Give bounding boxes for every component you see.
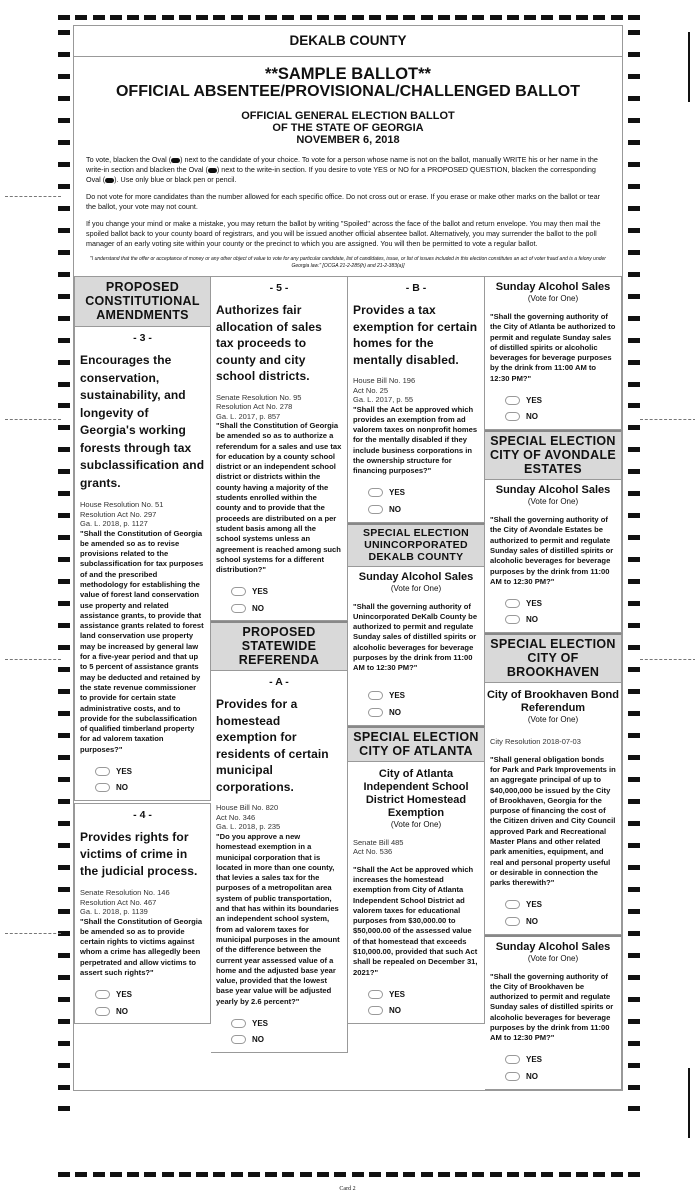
race-title: Sunday Alcohol Sales: [358, 570, 474, 583]
oval-icon[interactable]: [95, 767, 110, 776]
oval-icon[interactable]: [95, 783, 110, 792]
options: [485, 889, 621, 934]
option-yes[interactable]: YES: [505, 392, 621, 409]
oval-icon[interactable]: [231, 1019, 246, 1028]
option-yes[interactable]: YES: [368, 986, 484, 1003]
question-text: "Shall the governing authority of the City of Brookhaven be authorized to permit and regulate Sunday sales of distilled spirits or alcoholic beverages for beverage purposes by the drink from 11:00 AM to 12:30 PM?": [490, 971, 614, 1043]
card-number: Card 2: [339, 1186, 356, 1192]
options: [211, 1007, 347, 1052]
option-yes[interactable]: YES: [368, 688, 484, 705]
options: [485, 587, 621, 632]
option-no[interactable]: NO: [231, 1032, 347, 1049]
question-title: Encourages the conservation, sustainability, and longevity of Georgia's working forests through tax subclassification and grants.: [80, 353, 205, 490]
referendum-b: [348, 277, 485, 523]
oval-icon[interactable]: [505, 917, 520, 926]
instruction-paragraph-2: Do not vote for more candidates than the number allowed for each specific office. Do not cross out or erase. If you erase or make other marks on the ballot or tear the ballot, your vote may not count.: [86, 192, 601, 211]
bottom-timing-marks: [58, 1172, 640, 1177]
ballot: [73, 25, 623, 1091]
question-title: Provides for a homestead exemption for residents of certain municipal corporations.: [216, 697, 329, 794]
question-text: "Shall the Constitution of Georgia be amended so as to revise provisions related to the subclassification for tax purposes of and the prescribed methodology for establishing the value of forest land conservation use property and related assistance grants, to provide that assistance grants related to forest land conservation use property may be increased by general law for a five-year period and that up to 5 percent of assistance grants may be deducted and retained by the state revenue commissioner to provide for certain state administrative costs, and to provide for the subclassification of qualified timberland property for ad valorem taxation purposes?": [80, 528, 204, 754]
question-number: - A -: [269, 676, 289, 689]
question-title: Authorizes fair allocation of sales tax proceeds to county and city school districts.: [216, 303, 322, 383]
options: [211, 575, 347, 620]
option-yes[interactable]: YES: [95, 986, 210, 1003]
citation: House Resolution No. 51 Resolution Act No. 297 Ga. L. 2018, p. 1127: [80, 500, 164, 528]
vote-for-label: (Vote for One): [527, 497, 579, 507]
option-no[interactable]: NO: [505, 612, 621, 629]
citation: House Bill No. 820 Act No. 346 Ga. L. 2018, p. 235: [216, 803, 281, 832]
filled-oval-icon: [171, 158, 180, 163]
vote-for-label: (Vote for One): [390, 819, 442, 829]
column-4: [485, 277, 622, 1090]
oval-icon[interactable]: [231, 587, 246, 596]
oval-icon[interactable]: [505, 412, 520, 421]
fold-mark: [640, 659, 695, 660]
section-header-constitutional: PROPOSED CONSTITUTIONAL AMENDMENTS: [74, 277, 211, 327]
instruction-paragraph-1: To vote, blacken the Oval ( ) next to the candidate of your choice. To vote for a person whose name is not on the ballot, manually WRITE his or her name in the write-in section and blacken the Oval ( ) next to the write-in section. If you desire to vote YES or NO for a PROPOSED QUESTION, blacken the corresponding Oval ( ). Use only blue or black pen or pencil.: [86, 155, 598, 184]
section-header-statewide: PROPOSED STATEWIDE REFERENDA: [211, 621, 348, 671]
option-no[interactable]: NO: [505, 409, 621, 426]
filled-oval-icon: [105, 178, 114, 183]
options: [348, 978, 484, 1023]
amendment-5: [211, 277, 348, 621]
election-title-1: OFFICIAL GENERAL ELECTION BALLOT: [241, 110, 455, 122]
race-title: Sunday Alcohol Sales: [495, 484, 611, 497]
avondale-sunday-alcohol: [485, 480, 622, 633]
option-no[interactable]: NO: [231, 600, 347, 617]
option-no[interactable]: NO: [95, 1003, 210, 1020]
amendment-3: [74, 327, 211, 801]
ballot-columns: [74, 276, 622, 1090]
ballot-header: [74, 57, 622, 276]
referendum-a: [211, 671, 348, 1053]
options: [485, 384, 621, 429]
edge-bar: [688, 1068, 690, 1138]
dekalb-sunday-alcohol: [348, 567, 485, 726]
question-title: Provides rights for victims of crime in the judicial process.: [80, 830, 198, 879]
question-text: "Do you approve a new homestead exemption in a municipal corporation that is located in more than one county, that levies a sales tax for the purposes of a metropolitan area system of public transportation, and that has within its boundaries an independent school system, from ad valorem taxes for municipal purposes in the amount of the difference between the current year assessed value of a home and the adjusted base year value, provided that the lowest base year value will be adjusted yearly by 2.6 percent?": [216, 831, 340, 1006]
oval-icon[interactable]: [505, 615, 520, 624]
question-text: "Shall the Constitution of Georgia be amended so as to authorize a referendum for a sales and use tax for education by a county school district or an independent school district or districts within the county having a majority of the students enrolled within the county and to provide that the proceeds are distributed on a per student basis among all the school systems unless an agreement is reached among such school systems for a different distribution?": [216, 421, 342, 575]
oval-icon[interactable]: [95, 990, 110, 999]
atlanta-school-homestead: [348, 762, 485, 1024]
sample-ballot-label: **SAMPLE BALLOT**: [265, 65, 431, 83]
question-text: "Shall the governing authority of Unincorporated DeKalb County be authorized to permit and regulate Sunday sales of distilled spirits or alcoholic beverages for beverage purposes by the drink from 11:00 AM to 12:30 PM?": [353, 601, 478, 673]
instruction-paragraph-3: If you change your mind or make a mistake, you may return the ballot by writing "Spoiled" across the face of the ballot and return envelope. You may then mail the spoiled ballot back to your county board of registrars, and you will be issued another official absentee ballot. Alternatively, you may surrender the ballot to the poll manager of an early voting site within your county or the precinct to which you are assigned. You will then be permitted to vote a regular ballot.: [86, 219, 601, 248]
question-number: - 3 -: [133, 332, 152, 344]
fold-mark: [5, 659, 61, 660]
oval-icon[interactable]: [95, 1007, 110, 1016]
ballot-type-label: OFFICIAL ABSENTEE/PROVISIONAL/CHALLENGED BALLOT: [115, 83, 580, 100]
option-no[interactable]: NO: [505, 1068, 621, 1085]
oval-icon[interactable]: [505, 599, 520, 608]
option-yes[interactable]: YES: [231, 1015, 347, 1032]
column-3: [348, 277, 485, 1090]
section-header-avondale: SPECIAL ELECTION CITY OF AVONDALE ESTATES: [485, 430, 622, 480]
question-number: - 4 -: [133, 809, 152, 822]
vote-for-label: (Vote for One): [527, 294, 579, 303]
vote-for-label: (Vote for One): [527, 953, 579, 963]
oval-icon[interactable]: [368, 505, 383, 514]
option-yes[interactable]: YES: [368, 485, 484, 502]
citation: House Bill No. 196 Act No. 25 Ga. L. 2017, p. 55: [353, 376, 416, 404]
oval-icon[interactable]: [505, 1055, 520, 1064]
option-no[interactable]: NO: [368, 1002, 484, 1019]
option-no[interactable]: NO: [95, 780, 210, 797]
fold-mark: [5, 419, 61, 420]
question-title: Provides a tax exemption for certain homes for the mentally disabled.: [353, 303, 478, 367]
election-title-2: OF THE STATE OF GEORGIA: [272, 122, 424, 134]
oval-icon[interactable]: [368, 691, 383, 700]
option-no[interactable]: NO: [505, 913, 621, 930]
top-timing-marks: [58, 15, 640, 20]
options: [348, 477, 484, 522]
option-yes[interactable]: YES: [231, 583, 347, 600]
citation: Senate Resolution No. 95 Resolution Act No. 278 Ga. L. 2017, p. 857: [216, 392, 302, 421]
question-text: "Shall the governing authority of the City of Atlanta be authorized to permit and regulate Sunday sales of distilled spirits or alcoholic beverages for beverage purposes by the drink from 11:00 AM to 12:30 PM?": [490, 312, 616, 383]
question-text: "Shall the Act be approved which increases the homestead exemption from City of Atlanta Independent School District ad valorem taxes for educational purposes from $30,000.00 to $50,000.00 of the assessed value of that homestead that exceeds $10,000.00, provided that such Act shall be repealed on December 31, 2021?": [353, 864, 478, 977]
oval-icon[interactable]: [368, 1006, 383, 1015]
county-title: DEKALB COUNTY: [74, 26, 622, 57]
question-number: - 5 -: [269, 282, 289, 294]
column-1: [74, 277, 211, 1090]
right-timing-marks: [628, 30, 640, 1112]
race-title: City of Atlanta Independent School District Homestead Exemption: [363, 767, 469, 819]
race-title: Sunday Alcohol Sales: [495, 940, 611, 953]
question-text: "Shall general obligation bonds for Park and Park Improvements in an aggregate principal of up to $40,000,000 be issued by the City of Brookhaven, Georgia for the purpose of financing the cost of the Citizen driven and City Council approved Park and Recreational Master Plans and other related park amenities, equipment, and real and personal property useful or desirable in connection the parks therewith?": [490, 754, 616, 888]
left-timing-marks: [58, 30, 70, 1112]
section-header-brookhaven: SPECIAL ELECTION CITY OF BROOKHAVEN: [485, 633, 622, 683]
vote-for-label: (Vote for One): [527, 715, 579, 725]
question-text: "Shall the Act be approved which provides an exemption from ad valorem taxes on nonprofit homes for the mentally disabled if they include business corporations in the ownership structure for financing purposes?": [353, 404, 478, 476]
oval-icon[interactable]: [505, 900, 520, 909]
race-title: City of Brookhaven Bond Referendum: [486, 689, 619, 715]
oval-icon[interactable]: [505, 1072, 520, 1081]
voter-oath: "I understand that the offer or acceptance of money or any other object of value to vote for any particular candidate, list of candidates, issue, or list of issues included in this election constitutes an act of voter fraud and is a felony under Georgia law." [OCGA 21-2-285(h) and 21-2-383(a)]: [90, 256, 606, 269]
oval-icon[interactable]: [368, 990, 383, 999]
citation: Senate Bill 485 Act No. 536: [353, 837, 404, 857]
fold-mark: [640, 419, 695, 420]
brookhaven-sunday-alcohol: [485, 935, 622, 1090]
fold-mark: [5, 196, 61, 197]
filled-oval-icon: [208, 168, 217, 173]
brookhaven-bond-referendum: [485, 683, 622, 934]
oval-icon[interactable]: [368, 708, 383, 717]
section-header-unincorporated-dekalb: SPECIAL ELECTION UNINCORPORATED DEKALB COUNTY: [348, 523, 485, 567]
atlanta-sunday-alcohol: [485, 277, 622, 430]
citation: City Resolution 2018-07-03: [490, 737, 581, 747]
instructions: [82, 155, 614, 249]
oval-icon[interactable]: [505, 396, 520, 405]
option-no[interactable]: NO: [368, 501, 484, 518]
question-text: "Shall the governing authority of the City of Avondale Estates be authorized to permit and regulate Sunday sales of distilled spirits or alcoholic beverages for beverage purposes by the drink from 11:00 AM to 12:30 PM?": [490, 515, 614, 586]
edge-bar: [688, 32, 690, 102]
race-title: Sunday Alcohol Sales: [495, 281, 611, 293]
election-date: NOVEMBER 6, 2018: [296, 134, 400, 146]
option-yes[interactable]: YES: [505, 1052, 621, 1069]
option-yes[interactable]: YES: [505, 595, 621, 612]
options: [75, 978, 210, 1023]
vote-for-label: (Vote for One): [390, 583, 442, 593]
options: [75, 755, 210, 800]
citation: Senate Resolution No. 146 Resolution Act No. 467 Ga. L. 2018, p. 1139: [80, 888, 170, 917]
oval-icon[interactable]: [368, 488, 383, 497]
option-no[interactable]: NO: [368, 704, 484, 721]
oval-icon[interactable]: [231, 604, 246, 613]
options: [485, 1044, 621, 1089]
question-number: - B -: [405, 282, 427, 294]
column-2: [211, 277, 348, 1090]
section-header-atlanta: SPECIAL ELECTION CITY OF ATLANTA: [348, 726, 485, 762]
question-text: "Shall the Constitution of Georgia be amended so as to provide certain rights to victims against whom a crime has allegedly been perpetrated and allow victims to assert such rights?": [80, 916, 203, 978]
amendment-4: [74, 803, 211, 1024]
option-yes[interactable]: YES: [95, 763, 210, 780]
option-yes[interactable]: YES: [505, 897, 621, 914]
fold-mark: [5, 933, 61, 934]
options: [348, 674, 484, 725]
oval-icon[interactable]: [231, 1035, 246, 1044]
